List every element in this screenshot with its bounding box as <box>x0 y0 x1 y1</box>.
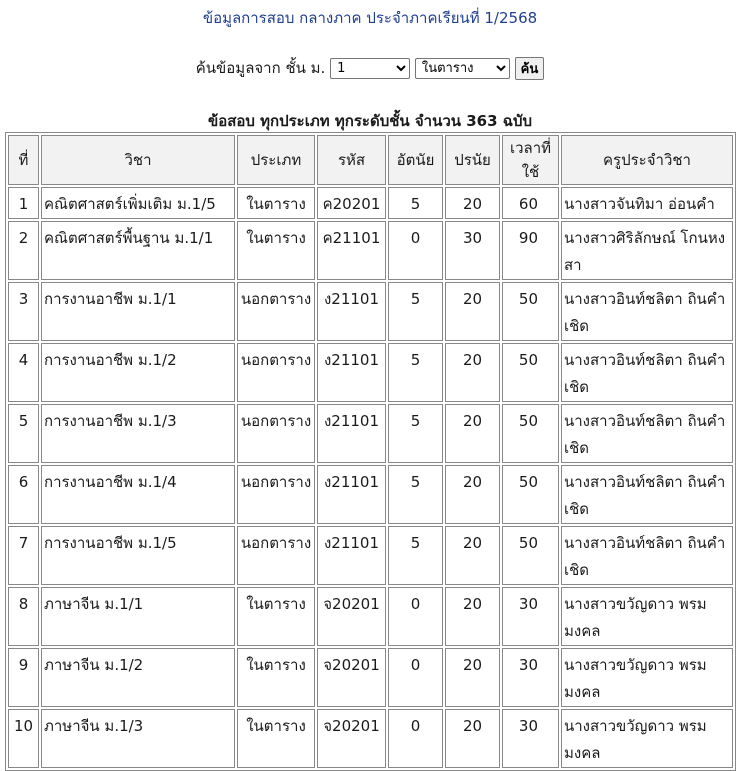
table-body <box>8 187 733 768</box>
table-row <box>8 187 733 219</box>
teacher-cell: นางสาวขวัญดาว พรมมงคล <box>561 587 733 646</box>
row-number: 3 <box>8 282 39 341</box>
subjective-count-cell: 5 <box>388 404 443 463</box>
header-cell: รหัส <box>317 135 386 185</box>
row-number: 10 <box>8 709 39 768</box>
table-row <box>8 587 733 646</box>
objective-count-cell: 20 <box>445 648 500 707</box>
code-cell: ค20201 <box>317 187 386 219</box>
table-row <box>8 343 733 402</box>
subjective-count-cell: 0 <box>388 587 443 646</box>
row-number: 5 <box>8 404 39 463</box>
row-number: 8 <box>8 587 39 646</box>
objective-count-cell: 20 <box>445 187 500 219</box>
table-row <box>8 709 733 768</box>
code-cell: ง21101 <box>317 343 386 402</box>
type-cell: ในตาราง <box>237 648 315 707</box>
subject-cell: ภาษาจีน ม.1/2 <box>41 648 235 707</box>
type-cell: ในตาราง <box>237 221 315 280</box>
subjective-count-cell: 5 <box>388 465 443 524</box>
teacher-cell: นางสาวอินท์ชลิตา ถินคำเชิด <box>561 282 733 341</box>
teacher-cell: นางสาวศิริลักษณ์ โกนหงสา <box>561 221 733 280</box>
row-number: 2 <box>8 221 39 280</box>
subject-cell: การงานอาชีพ ม.1/1 <box>41 282 235 341</box>
subjective-count-cell: 0 <box>388 221 443 280</box>
time-cell: 60 <box>502 187 559 219</box>
header-cell: วิชา <box>41 135 235 185</box>
search-label: ค้นข้อมูลจาก ชั้น ม. <box>195 59 326 77</box>
subjective-count-cell: 0 <box>388 709 443 768</box>
time-cell: 30 <box>502 587 559 646</box>
teacher-cell: นางสาวจันทิมา อ่อนคำ <box>561 187 733 219</box>
page-title: ข้อมูลการสอบ กลางภาค ประจำภาคเรียนที่ 1/2568 <box>202 9 538 27</box>
header-cell: ที่ <box>8 135 39 185</box>
objective-count-cell: 20 <box>445 282 500 341</box>
type-cell: นอกตาราง <box>237 343 315 402</box>
objective-count-cell: 20 <box>445 587 500 646</box>
type-cell: นอกตาราง <box>237 282 315 341</box>
subjective-count-cell: 5 <box>388 282 443 341</box>
subjective-count-cell: 5 <box>388 343 443 402</box>
time-cell: 50 <box>502 465 559 524</box>
code-cell: จ20201 <box>317 709 386 768</box>
row-number: 7 <box>8 526 39 585</box>
subject-cell: การงานอาชีพ ม.1/4 <box>41 465 235 524</box>
table-row <box>8 648 733 707</box>
subjective-count-cell: 5 <box>388 526 443 585</box>
code-cell: ง21101 <box>317 526 386 585</box>
teacher-cell: นางสาวขวัญดาว พรมมงคล <box>561 709 733 768</box>
time-cell: 30 <box>502 709 559 768</box>
header-cell: ประเภท <box>237 135 315 185</box>
code-cell: จ20201 <box>317 587 386 646</box>
teacher-cell: นางสาวอินท์ชลิตา ถินคำเชิด <box>561 404 733 463</box>
code-cell: ค21101 <box>317 221 386 280</box>
objective-count-cell: 30 <box>445 221 500 280</box>
objective-count-cell: 20 <box>445 709 500 768</box>
teacher-cell: นางสาวขวัญดาว พรมมงคล <box>561 648 733 707</box>
teacher-cell: นางสาวอินท์ชลิตา ถินคำเชิด <box>561 526 733 585</box>
type-cell: นอกตาราง <box>237 526 315 585</box>
objective-count-cell: 20 <box>445 465 500 524</box>
time-cell: 50 <box>502 404 559 463</box>
row-number: 4 <box>8 343 39 402</box>
objective-count-cell: 20 <box>445 526 500 585</box>
level-select[interactable] <box>330 58 410 79</box>
time-cell: 50 <box>502 282 559 341</box>
row-number: 6 <box>8 465 39 524</box>
type-select[interactable] <box>415 58 510 79</box>
subject-cell: คณิตศาสตร์พื้นฐาน ม.1/1 <box>41 221 235 280</box>
subject-cell: การงานอาชีพ ม.1/3 <box>41 404 235 463</box>
header-cell: เวลาที่ใช้ <box>502 135 559 185</box>
header-cell: อัตนัย <box>388 135 443 185</box>
table-row <box>8 404 733 463</box>
time-cell: 50 <box>502 343 559 402</box>
code-cell: จ20201 <box>317 648 386 707</box>
type-cell: ในตาราง <box>237 187 315 219</box>
objective-count-cell: 20 <box>445 343 500 402</box>
type-cell: นอกตาราง <box>237 465 315 524</box>
type-cell: ในตาราง <box>237 587 315 646</box>
search-button[interactable]: ค้น <box>515 57 545 80</box>
subject-cell: ภาษาจีน ม.1/3 <box>41 709 235 768</box>
row-number: 9 <box>8 648 39 707</box>
time-cell: 30 <box>502 648 559 707</box>
type-cell: นอกตาราง <box>237 404 315 463</box>
teacher-cell: นางสาวอินท์ชลิตา ถินคำเชิด <box>561 343 733 402</box>
table-row <box>8 282 733 341</box>
exam-table <box>5 132 736 771</box>
table-row <box>8 526 733 585</box>
subject-cell: คณิตศาสตร์เพิ่มเติม ม.1/5 <box>41 187 235 219</box>
code-cell: ง21101 <box>317 404 386 463</box>
header-cell: ครูประจำวิชา <box>561 135 733 185</box>
subject-cell: การงานอาชีพ ม.1/5 <box>41 526 235 585</box>
header-cell: ปรนัย <box>445 135 500 185</box>
search-bar <box>0 56 740 80</box>
time-cell: 90 <box>502 221 559 280</box>
code-cell: ง21101 <box>317 465 386 524</box>
table-row <box>8 221 733 280</box>
subject-cell: การงานอาชีพ ม.1/2 <box>41 343 235 402</box>
teacher-cell: นางสาวอินท์ชลิตา ถินคำเชิด <box>561 465 733 524</box>
subjective-count-cell: 0 <box>388 648 443 707</box>
subject-cell: ภาษาจีน ม.1/1 <box>41 587 235 646</box>
table-row <box>8 465 733 524</box>
code-cell: ง21101 <box>317 282 386 341</box>
objective-count-cell: 20 <box>445 404 500 463</box>
header-row <box>8 135 733 185</box>
row-number: 1 <box>8 187 39 219</box>
type-cell: ในตาราง <box>237 709 315 768</box>
summary-heading: ข้อสอบ ทุกประเภท ทุกระดับชั้น จำนวน 363 ฉบับ <box>207 112 533 130</box>
subjective-count-cell: 5 <box>388 187 443 219</box>
time-cell: 50 <box>502 526 559 585</box>
